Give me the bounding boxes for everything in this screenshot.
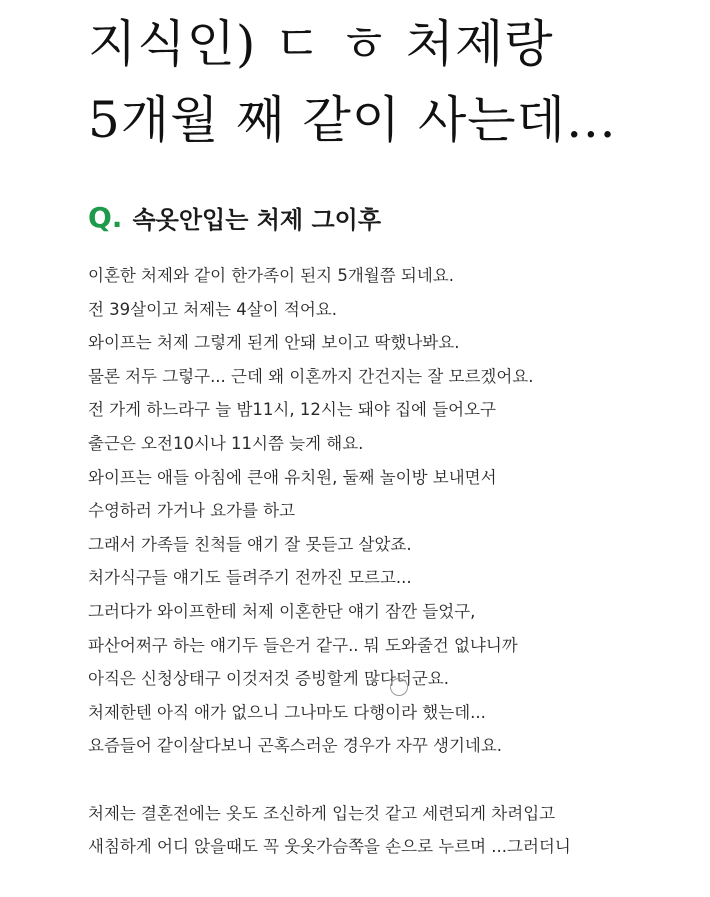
body-line: 처제는 결혼전에는 옷도 조신하게 입는것 같고 세련되게 차려입고 — [88, 803, 556, 823]
question-mark-label: Q. — [88, 200, 123, 234]
body-line: 출근은 오전10시나 11시쯤 늦게 해요. — [88, 433, 364, 453]
body-line: 처제한텐 아직 애가 없으니 그나마도 다행이라 했는데... — [88, 702, 486, 722]
body-line: 그래서 가족들 친척들 얘기 잘 못듣고 살았죠. — [88, 534, 412, 554]
body-line: 와이프는 처제 그렇게 된게 안돼 보이고 딱했나봐요. — [88, 333, 460, 353]
body-line: 파산어쩌구 하는 얘기두 들은거 같구.. 뭐 도와줄건 없냐니까 — [88, 635, 518, 655]
body-line: 아직은 신청상태구 이것저것 증빙할게 많다더군요. — [88, 669, 449, 689]
body-line: 수영하러 가거나 요가를 하고 — [88, 501, 296, 521]
body-line: 이혼한 처제와 같이 한가족이 된지 5개월쯤 되네요. — [88, 266, 454, 285]
body-line: 전 39살이고 처제는 4살이 적어요. — [88, 299, 337, 319]
headline-line: 5개월 째 같이 사는데… — [88, 91, 617, 149]
headline-line: 지식인) ㄷ ㅎ 처제랑 — [88, 15, 554, 73]
question-heading — [88, 197, 381, 237]
body-line: 와이프는 애들 아침에 큰애 유치원, 둘째 놀이방 보내면서 — [88, 467, 497, 487]
headline — [88, 6, 698, 158]
body-line: 전 가게 하느라구 늘 밤11시, 12시는 돼야 집에 들어오구 — [88, 400, 496, 420]
question-title: 속옷안입는 처제 그이후 — [132, 205, 382, 234]
question-body — [88, 259, 698, 897]
body-line: 물론 저두 그렇구... 근데 왜 이혼까지 간건지는 잘 모르겠어요. — [88, 366, 534, 386]
body-line: 요즘들어 같이살다보니 곤혹스러운 경우가 자꾸 생기네요. — [88, 736, 503, 756]
touch-cursor-icon — [390, 678, 408, 696]
body-paragraph — [88, 797, 698, 864]
body-line: 새침하게 어디 앉을때도 꼭 웃옷가슴쪽을 손으로 누르며 ...그러더니 — [88, 837, 571, 857]
body-line: 그러다가 와이프한테 처제 이혼한단 얘기 잠깐 들었구, — [88, 601, 476, 621]
body-line: 처가식구들 얘기도 들려주기 전까진 모르고... — [88, 568, 412, 588]
